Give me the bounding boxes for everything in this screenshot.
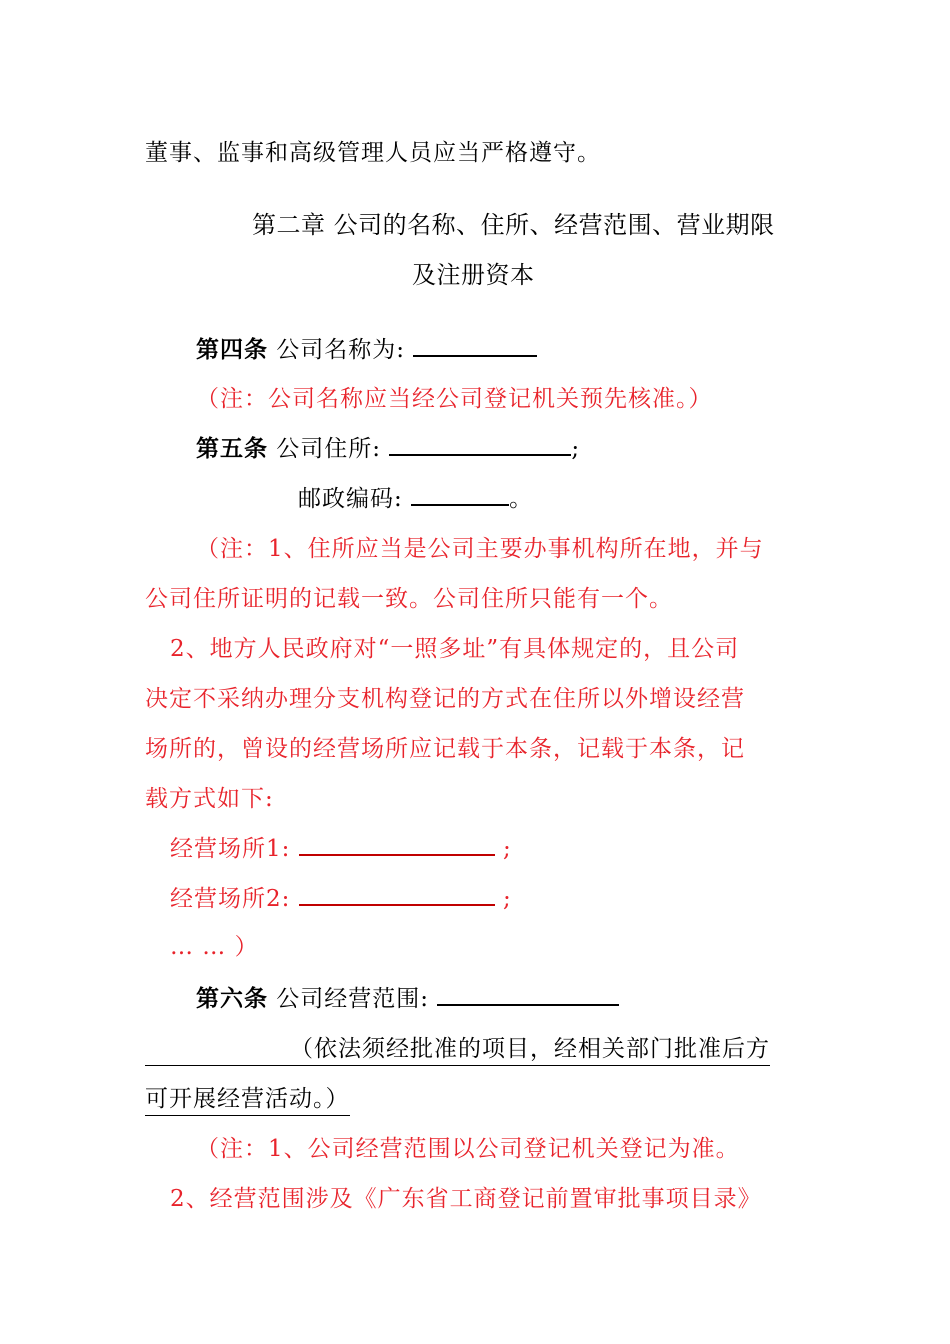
article-label: 第六条 [196,985,268,1012]
note-article-5: （注：1、住所应当是公司主要办事机构所在地，并与 [196,536,764,562]
article-6: 第六条 公司经营范围: [196,984,619,1014]
ellipsis-line: … … ） [170,934,259,960]
note-line: 2、地方人民政府对“一照多址”有具体规定的，且公司 [170,636,740,662]
business-place-2: 经营场所2: ; [170,886,512,912]
article-5: 第五条 公司住所: ; [196,435,581,462]
business-place-2-blank[interactable] [299,884,495,906]
paragraph-line: 董事、监事和高级管理人员应当严格遵守。 [145,140,601,166]
article-6-continued: 可开展经营活动。） [145,1084,350,1114]
article-label: 第四条 [196,336,268,363]
business-place-1-blank[interactable] [299,834,495,856]
chapter-title-continued: 及注册资本 [412,261,535,289]
address-blank[interactable] [389,434,571,456]
note-line: 场所的，曾设的经营场所应记载于本条，记载于本条，记 [145,736,745,762]
note-line: 公司住所证明的记载一致。公司住所只能有一个。 [145,586,673,612]
company-name-blank[interactable] [413,335,537,357]
business-scope-blank[interactable] [437,984,619,1006]
postal-code-line: 邮政编码: 。 [298,486,534,512]
postal-code-blank[interactable] [411,484,509,506]
article-label: 第五条 [196,435,268,462]
chapter-title: 第二章 公司的名称、住所、经营范围、营业期限 [252,211,775,239]
note-article-4: （注：公司名称应当经公司登记机关预先核准。） [196,386,713,412]
note-line: 决定不采纳办理分支机构登记的方式在住所以外增设经营 [145,686,745,712]
business-place-1: 经营场所1: ; [170,836,512,862]
note-line: 2、经营范围涉及《广东省工商登记前置审批事项目录》 [170,1186,762,1212]
note-article-6: （注：1、公司经营范围以公司登记机关登记为准。 [196,1136,740,1162]
article-4: 第四条 公司名称为: [196,335,537,365]
article-6-continued: （依法须经批准的项目，经相关部门批准后方 [145,1034,770,1064]
note-line: 载方式如下: [145,786,274,812]
